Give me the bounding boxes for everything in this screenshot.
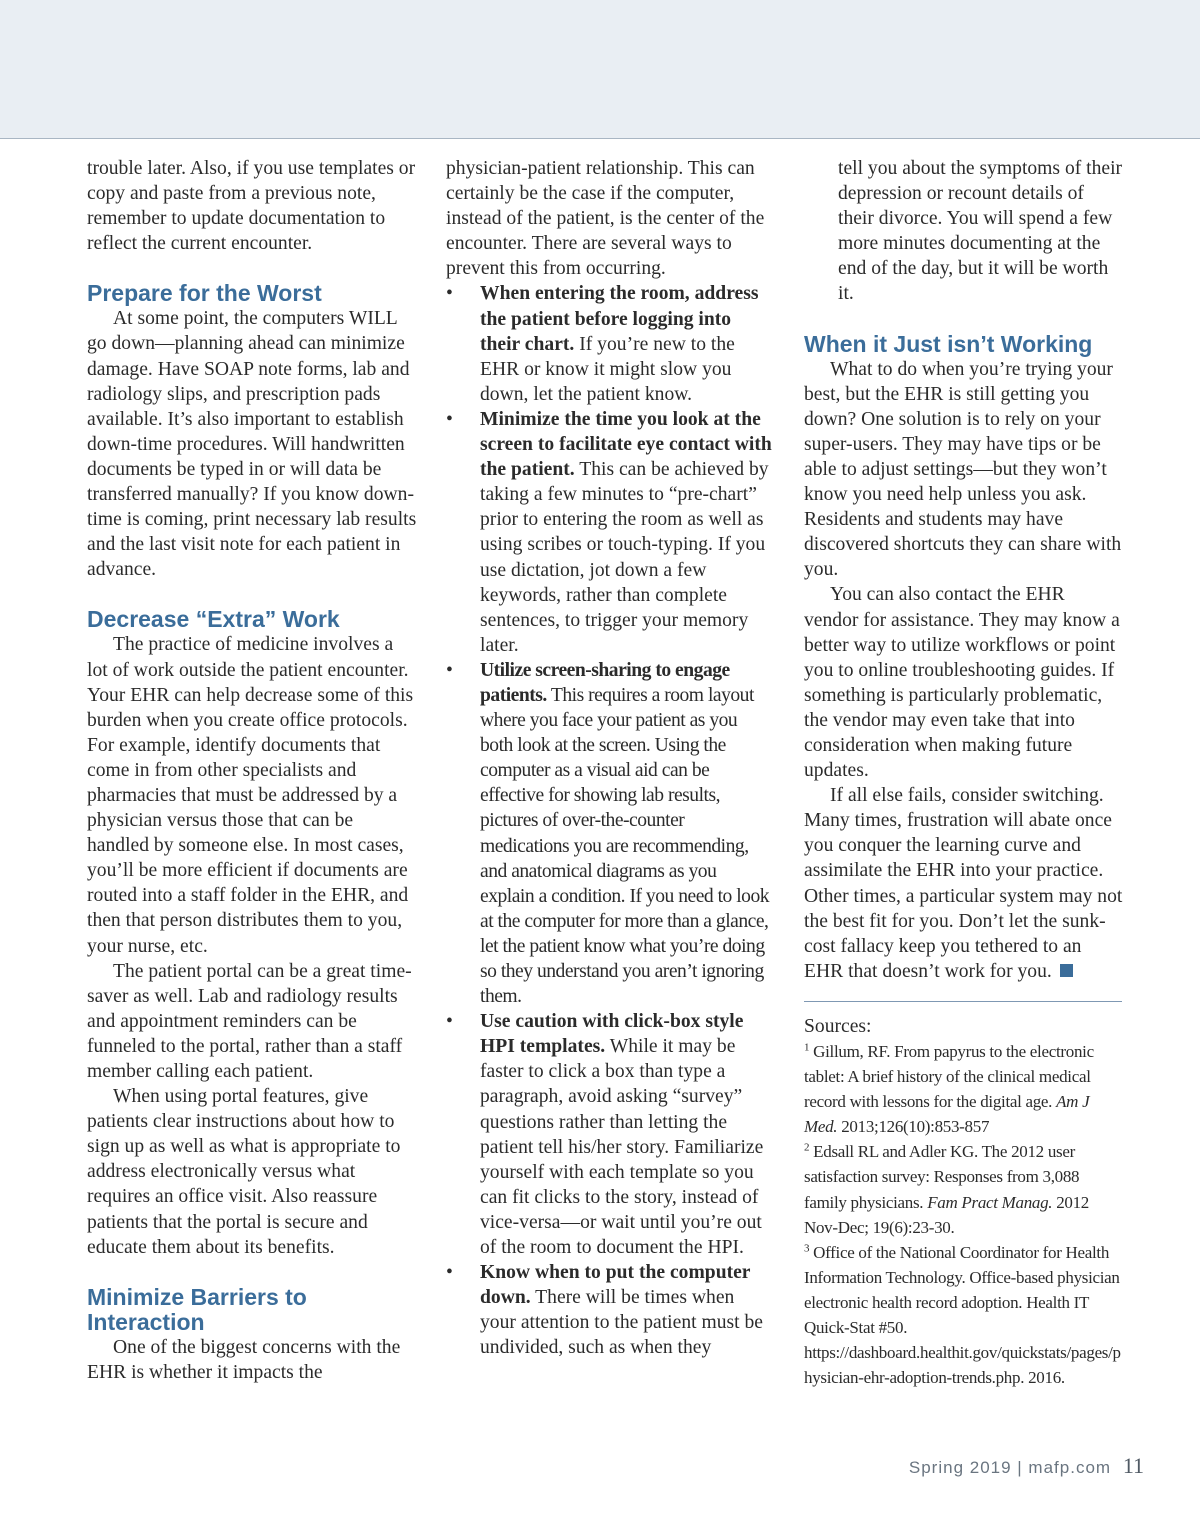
working-paragraph-2: You can also contact the EHR vendor for assistance. They may know a better way to utilize workflows or point you to online troubleshooting guides. If something is particularly problematic, the vendor may even take that into consideration when making future updates. (804, 584, 1120, 782)
decrease-paragraph-1: The practice of medicine involves a lot of work outside the patient encounter. Your EHR can help decrease some of this burden when you create office protocols. For example, identify documents that come in from other specialists and pharmacies that must be addressed by a physician versus those that can be handled by someone else. In most cases, you’ll be more efficient if documents are routed into a staff folder in the EHR, and then that person distributes them to you, your nurse, etc. (87, 634, 414, 957)
tip-lead: Utilize screen-sharing to engage patients. (480, 659, 730, 706)
sources-label: Sources: (804, 1015, 872, 1037)
tip-item (446, 281, 772, 406)
page-number: 11 (1122, 1453, 1144, 1478)
source-item (804, 1039, 1124, 1139)
working-paragraph-3 (804, 783, 1124, 984)
tip-lead: Know when to put the computer down. (480, 1262, 751, 1309)
tip-lead: Use caution with click-box style HPI templates. (480, 1011, 744, 1058)
heading-prepare: Prepare for the Worst (87, 280, 322, 307)
prepare-paragraph: At some point, the computers WILL go down—planning ahead can minimize damage. Have SOAP note forms, lab and radiology slips, and prescription pads available. It’s also important to establish down-time procedures. Will handwritten documents be typed in or will data be transferred manually? If you know down-time is coming, print necessary lab results and the last visit note for each patient in advance. (87, 308, 417, 581)
column-2 (446, 156, 772, 1361)
heading-decrease: Decrease “Extra” Work (87, 606, 340, 633)
column-3 (804, 156, 1124, 1390)
decrease-paragraph-3: When using portal features, give patients clear instructions about how to sign up as well as what is appropriate to address electronically versus what requires an office visit. Also reassure patients that the portal is secure and educate them about its benefits. (87, 1086, 401, 1258)
tip-text: If you’re new to the EHR or know it might slow you down, let the patient know. (480, 333, 735, 405)
source-citation: 2012 Nov-Dec; 19(6):23-30. (804, 1192, 1090, 1237)
source-journal: Fam Pract Manag. (927, 1192, 1053, 1212)
column-1 (87, 156, 417, 1385)
tip-lead: When entering the room, address the patient before logging into their chart. (480, 283, 759, 355)
col2-intro: physician-patient relationship. This can certainly be the case if the computer, instead of the patient, is the center of the encounter. There are several ways to prevent this from occurring. (446, 158, 765, 280)
tip-text: This requires a room layout where you face your patient as you both look at the screen. Using the computer as a visual aid can be effective for showing lab results, pictures of over-the-counter medications you are recommending, and anatomical diagrams as you explain a condition. If you need to look at the computer for more than a glance, let the patient know what you’re doing so they understand you aren’t ignoring them. (480, 684, 770, 1008)
tips-list (446, 281, 772, 1360)
source-number: 3 (804, 1242, 810, 1255)
tip-text: This can be achieved by taking a few minutes to “pre-chart” prior to entering the room as well as using scribes or touch-typing. If you use dictation, jot down a few keywords, rather than complete sentences, to trigger your memory later. (480, 459, 769, 656)
source-citation: 2013;126(10):853-857 (837, 1117, 990, 1137)
col1-intro: trouble later. Also, if you use templates or copy and paste from a previous note, remember to update documentation to reflect the current encounter. (87, 158, 416, 255)
end-mark-icon (1060, 964, 1073, 977)
page-footer (909, 1453, 1144, 1479)
tip-item (446, 407, 772, 658)
tip-lead: Minimize the time you look at the screen to facilitate eye contact with the patient. (480, 408, 772, 481)
sources-list (804, 1039, 1124, 1390)
col3-continuation: tell you about the symptoms of their depression or recount details of their divorce. You will spend a few more minutes documenting at the end of the day, but it will be worth it. (838, 158, 1123, 305)
sources-divider (804, 1001, 1122, 1002)
source-item (804, 1139, 1124, 1239)
source-number: 2 (804, 1141, 810, 1154)
working-paragraph-3-text: If all else fails, consider switching. Many times, frustration will abate once you conquer the learning curve and assimilate the EHR into your practice. Other times, a particular system may not the best fit for you. Don’t let the sunk-cost fallacy keep you tethered to an EHR that doesn’t work for you. (804, 785, 1123, 982)
header-band (0, 0, 1200, 139)
heading-working: When it Just isn’t Working (804, 330, 1093, 357)
minimize-paragraph: One of the biggest concerns with the EHR is whether it impacts the (87, 1336, 401, 1383)
source-text: Edsall RL and Adler KG. The 2012 user satisfaction survey: Responses from 3,088 family physicians. (804, 1142, 1080, 1212)
source-text: Office of the National Coordinator for Health Information Technology. Office-based physician electronic health record adoption. Health IT Quick-Stat #50. https://dashboard.healthit.gov/quickstats/pages/physician-ehr-adoption-trends.php. 2016. (804, 1242, 1121, 1388)
source-item (804, 1240, 1124, 1391)
issue-label: Spring 2019 | mafp.com (908, 1458, 1112, 1477)
source-journal: Am J Med. (804, 1092, 1090, 1137)
tip-text: There will be times when your attention to the patient must be undivided, such as when they (480, 1287, 763, 1359)
source-text: Gillum, RF. From papyrus to the electronic tablet: A brief history of the clinical medical record with lessons for the digital age. (804, 1042, 1094, 1112)
decrease-paragraph-2: The patient portal can be a great time-saver as well. Lab and radiology results and appointment reminders can be funneled to the portal, rather than a staff member calling each patient. (87, 960, 412, 1082)
tip-item (446, 1260, 772, 1360)
tip-item (446, 658, 772, 1009)
source-number: 1 (804, 1041, 810, 1054)
working-paragraph-1: What to do when you’re trying your best, but the EHR is still getting you down? One solution is to rely on your super-users. They may have tips or be able to adjust settings—but they won’t know you need help unless you ask. Residents and students may have discovered shortcuts they can share with you. (804, 358, 1122, 581)
tip-text: While it may be faster to click a box than type a paragraph, avoid asking “survey” questions rather than letting the patient tell his/her story. Familiarize yourself with each template so you can fit clicks to the story, instead of vice-versa—or wait until you’re out of the room to document the HPI. (480, 1036, 764, 1259)
heading-minimize: Minimize Barriers to Interaction (87, 1283, 307, 1335)
tip-item (446, 1009, 772, 1260)
